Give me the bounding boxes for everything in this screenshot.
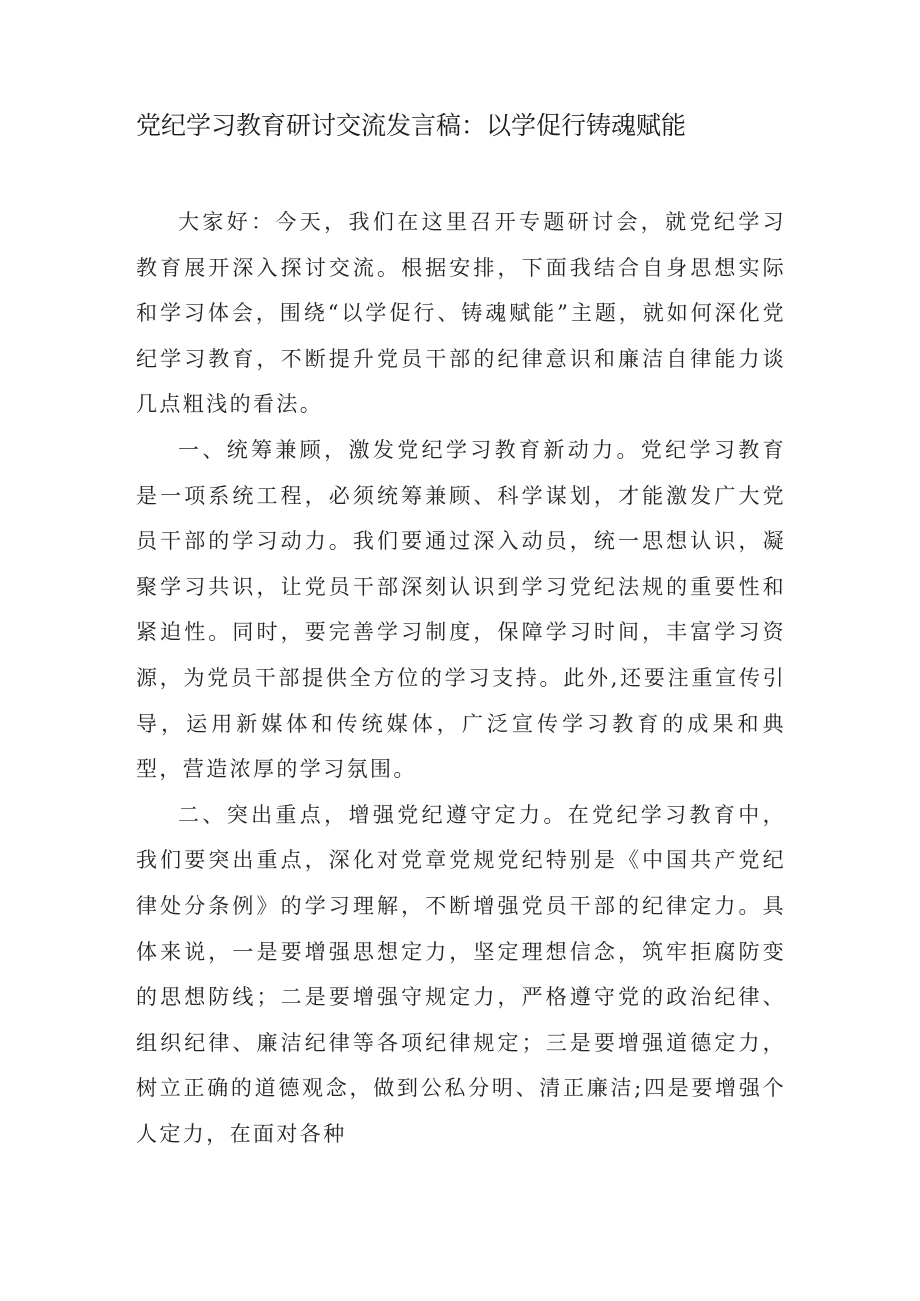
paragraph-greeting: 大家好：今天，我们在这里召开专题研讨会，就党纪学习教育展开深入探讨交流。根据安排，下面我结合自身思想实际和学习体会，围绕“以学促行、铸魂赋能”主题，就如何深化党纪学习教育，不断提升党员干部的纪律意识和廉洁自律能力谈几点粗浅的看法。 (136, 210, 786, 417)
paragraph-section-two: 二、突出重点，增强党纪遵守定力。在党纪学习教育中，我们要突出重点，深化对党章党规党纪特别是《中国共产党纪律处分条例》的学习理解，不断增强党员干部的纪律定力。具体来说，一是要增强思想定力，坚定理想信念，筑牢拒腐防变的思想防线；二是要增强守规定力，严格遵守党的政治纪律、组织纪律、廉洁纪律等各项纪律规定；三是要增强道德定力，树立正确的道德观念，做到公私分明、清正廉洁;四是要增强个人定力，在面对各种 (136, 802, 786, 1146)
document-title: 党纪学习教育研讨交流发言稿：以学促行铸魂赋能 (136, 111, 687, 140)
paragraph-section-one: 一、统筹兼顾，激发党纪学习教育新动力。党纪学习教育是一项系统工程，必须统筹兼顾、科学谋划，才能激发广大党员干部的学习动力。我们要通过深入动员，统一思想认识，凝聚学习共识，让党员干部深刻认识到学习党纪法规的重要性和紧迫性。同时，要完善学习制度，保障学习时间，丰富学习资源，为党员干部提供全方位的学习支持。此外,还要注重宣传引导，运用新媒体和传统媒体，广泛宣传学习教育的成果和典型，营造浓厚的学习氛围。 (136, 437, 786, 782)
document-body (136, 200, 786, 1157)
